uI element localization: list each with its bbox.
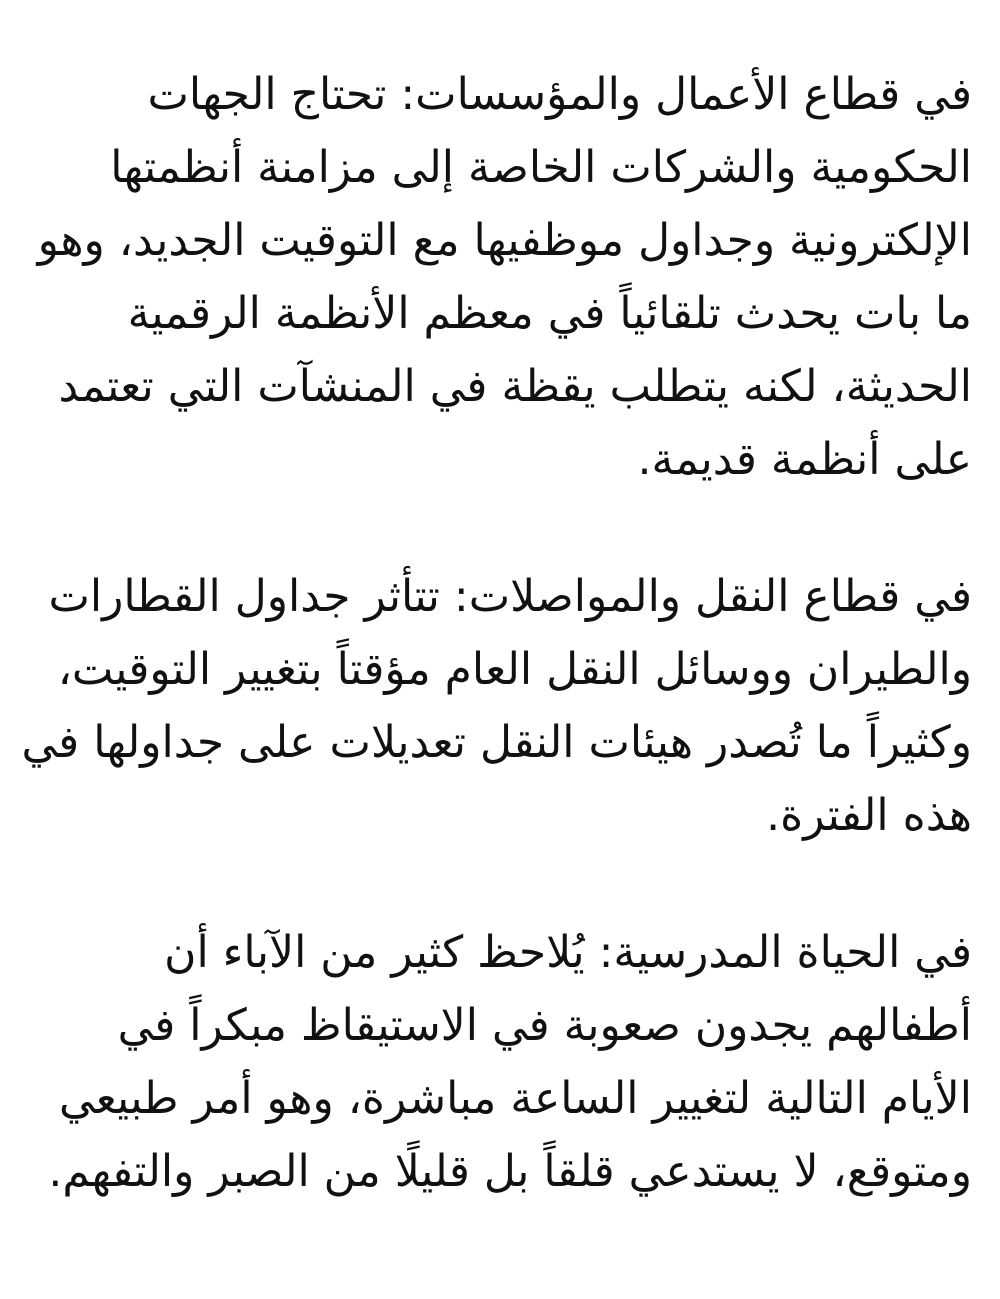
- paragraph-school-life: في الحياة المدرسية: يُلاحظ كثير من الآباء أن أطفالهم يجدون صعوبة في الاستيقاظ مبكراً في الأيام التالية لتغيير الساعة مباشرة، وهو أمر طبيعي ومتوقع، لا يستدعي قلقاً بل قليلًا من الصبر والتفهم.: [48, 927, 972, 1197]
- paragraph-business-sector: في قطاع الأعمال والمؤسسات: تحتاج الجهات الحكومية والشركات الخاصة إلى مزامنة أنظمتها الإلكترونية وجداول موظفيها مع التوقيت الجديد، وهو ما بات يحدث تلقائياً في معظم الأنظمة الرقمية الحديثة، لكنه يتطلب يقظة في المنشآت التي تعتمد على أنظمة قديمة.: [37, 69, 972, 485]
- paragraph-transport-sector: في قطاع النقل والمواصلات: تتأثر جداول القطارات والطيران ووسائل النقل العام مؤقتاً بتغيير التوقيت، وكثيراً ما تُصدر هيئات النقل تعديلات على جداولها في هذه الفترة.: [21, 571, 972, 841]
- article-body: [20, 58, 972, 1208]
